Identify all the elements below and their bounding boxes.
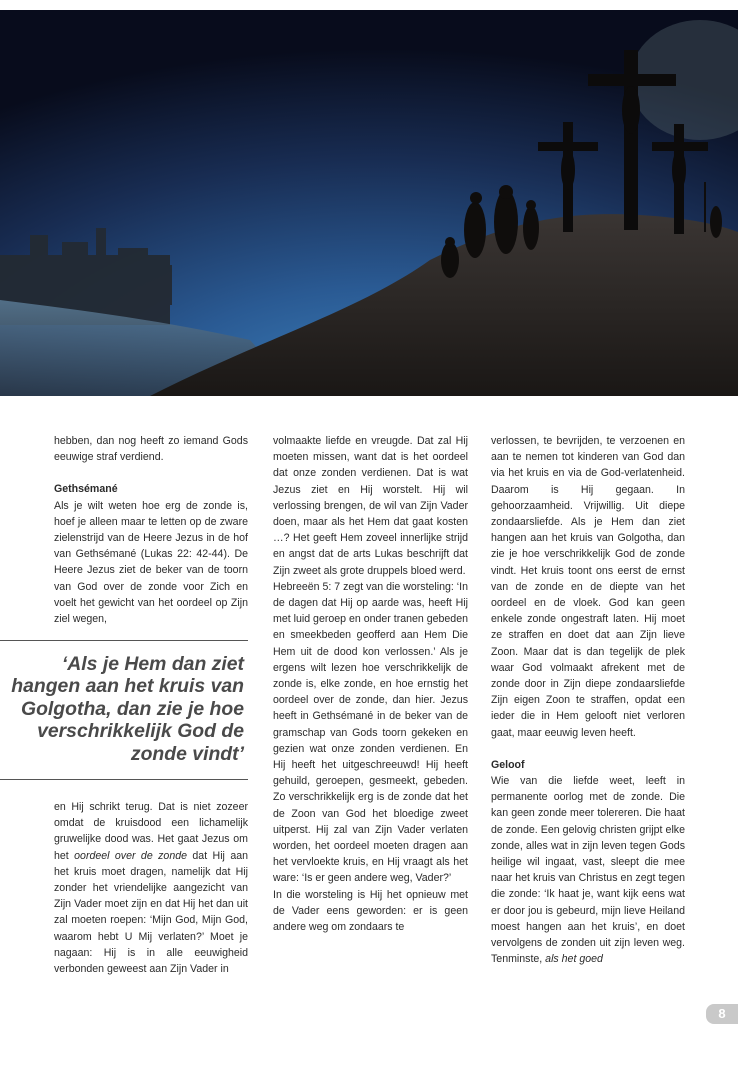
paragraph: Hebreeën 5: 7 zegt van die worsteling: ‘In de dagen dat Hij op aarde was, heeft Hij met luid geroep en onder tranen gebeden en smeekbeden geofferd aan Hem Die Hem uit de dood kon verlossen.’ Als je ergens wilt lezen hoe verschrikkelijk de zonde is, elke zonde, en hoe ernstig het oordeel over de zonde, dan hier. Jezus heeft in Gethsémané in de beker van de gramschap van Gods toorn gekeken en gezien wat onze zonden verdienen. En Hij heeft het uitgeschreeuwd! Hij heeft gehuild, geroepen, gesmeekt, gebeden. Zo verschrikkelijk erg is de zonde dat het de Zoon van God het bloedige zweet uitperst. Hij zal van Zijn Vader verlaten worden, het oordeel moeten dragen aan het vervloekte kruis, en Hij vraagt als het ware: ‘Is er geen andere weg, Vader?’	[273, 580, 468, 885]
paragraph: verlossen, te bevrijden, te verzoenen en aan te nemen tot kinderen van God dan via het kruis en via de God-verlatenheid. Daarom is Hij gegaan. In gehoorzaamheid. Vrijwillig. Uit diepe zondaarsliefde. Als je Hem dan ziet hangen aan het kruis van Golgotha, dan zie je hoe verschrikkelijk God de zonde vindt. Het kruis toont ons eerst de ernst van de zonde en de diepte van het oordeel en de vloek. God kan geen enkele zonde ongestraft laten. Hij moet ze straffen en doet dat aan Zijn lieve Zoon. Maar dat is dan tegelijk de plek waar God volmaakt afrekent met de zonde door in Zijn diepe zondaarsliefde Zijn eigen Zoon te straffen, opdat een ieder die in Hem gelooft niet verloren gaat, maar eeuwig leven heeft.	[491, 435, 685, 739]
column-3	[491, 433, 685, 968]
column-1-top	[54, 433, 248, 627]
paragraph: Wie van die liefde weet, leeft in permanente oorlog met de zonde. Die kan geen zonde meer tolereren. Die haat de zonde. Een gelovig christen grijpt elke zonde, alles wat in zijn leven tegen Gods heilige wil ingaat, vast, sleept die mee naar het kruis van Christus en zegt tegen die zonde: ‘Ik haat je, want kijk eens wat er door jou is gebeurd, mijn lieve Heiland moest hangen aan het kruis’, en doet vervolgens de zonden uit zijn leven weg. Tenminste, als het goed	[491, 775, 685, 966]
paragraph: In die worsteling is Hij het opnieuw met de Vader eens geworden: er is geen andere weg om zondaars te	[273, 888, 468, 934]
paragraph: hebben, dan nog heeft zo iemand Gods eeuwige straf verdiend.	[54, 435, 248, 464]
column-2	[273, 433, 468, 935]
pull-quote	[0, 640, 248, 780]
section-heading-geloof: Geloof	[491, 758, 525, 771]
hero-illustration	[0, 10, 738, 396]
column-1-bottom	[54, 799, 248, 977]
paragraph: Als je wilt weten hoe erg de zonde is, hoef je alleen maar te letten op de zware zielenstrijd van de Heere Jezus in de hof van Gethsémané (Lukas 22: 42-44). De Heere Jezus ziet de beker van de toorn van God over de zonde voor Zich en voelt het gewicht van het oordeel op Zijn ziel wegen,	[54, 499, 248, 626]
page-number: 8	[706, 1004, 738, 1024]
paragraph: volmaakte liefde en vreugde. Dat zal Hij moeten missen, want dat is het oordeel dat onze zonden verdienen. Dat is wat Jezus ziet en Hij worstelt. Hij wil verlossing brengen, de wil van Zijn Vader doen, maar als het Hem dat gaat kosten …? Het geeft Hem zoveel innerlijke strijd en angst dat de arts Lukas beschrijft dat Zijn zweet als grote druppels bloed werd.	[273, 435, 468, 577]
section-heading-gethsemane: Gethsémané	[54, 483, 118, 496]
pull-quote-text: ‘Als je Hem dan ziet hangen aan het kruis van Golgotha, dan zie je hoe verschrikkelijk God de zonde vindt’	[11, 653, 244, 765]
paragraph: en Hij schrikt terug. Dat is niet zozeer omdat de kruisdood een lichamelijk gruwelijke dood was. Het gaat Jezus om het oordeel over de zonde dat Hij aan het kruis moet dragen, namelijk dat Hij zonder het vriendelijke aangezicht van Zijn Vader moet zijn en dat Hij het dan uit zal moeten roepen: ‘Mijn God, Mijn God, waarom hebt U Mij verlaten?’ Moet je nagaan: Hij is in alle eeuwigheid verbonden geweest aan Zijn Vader in	[54, 801, 249, 976]
